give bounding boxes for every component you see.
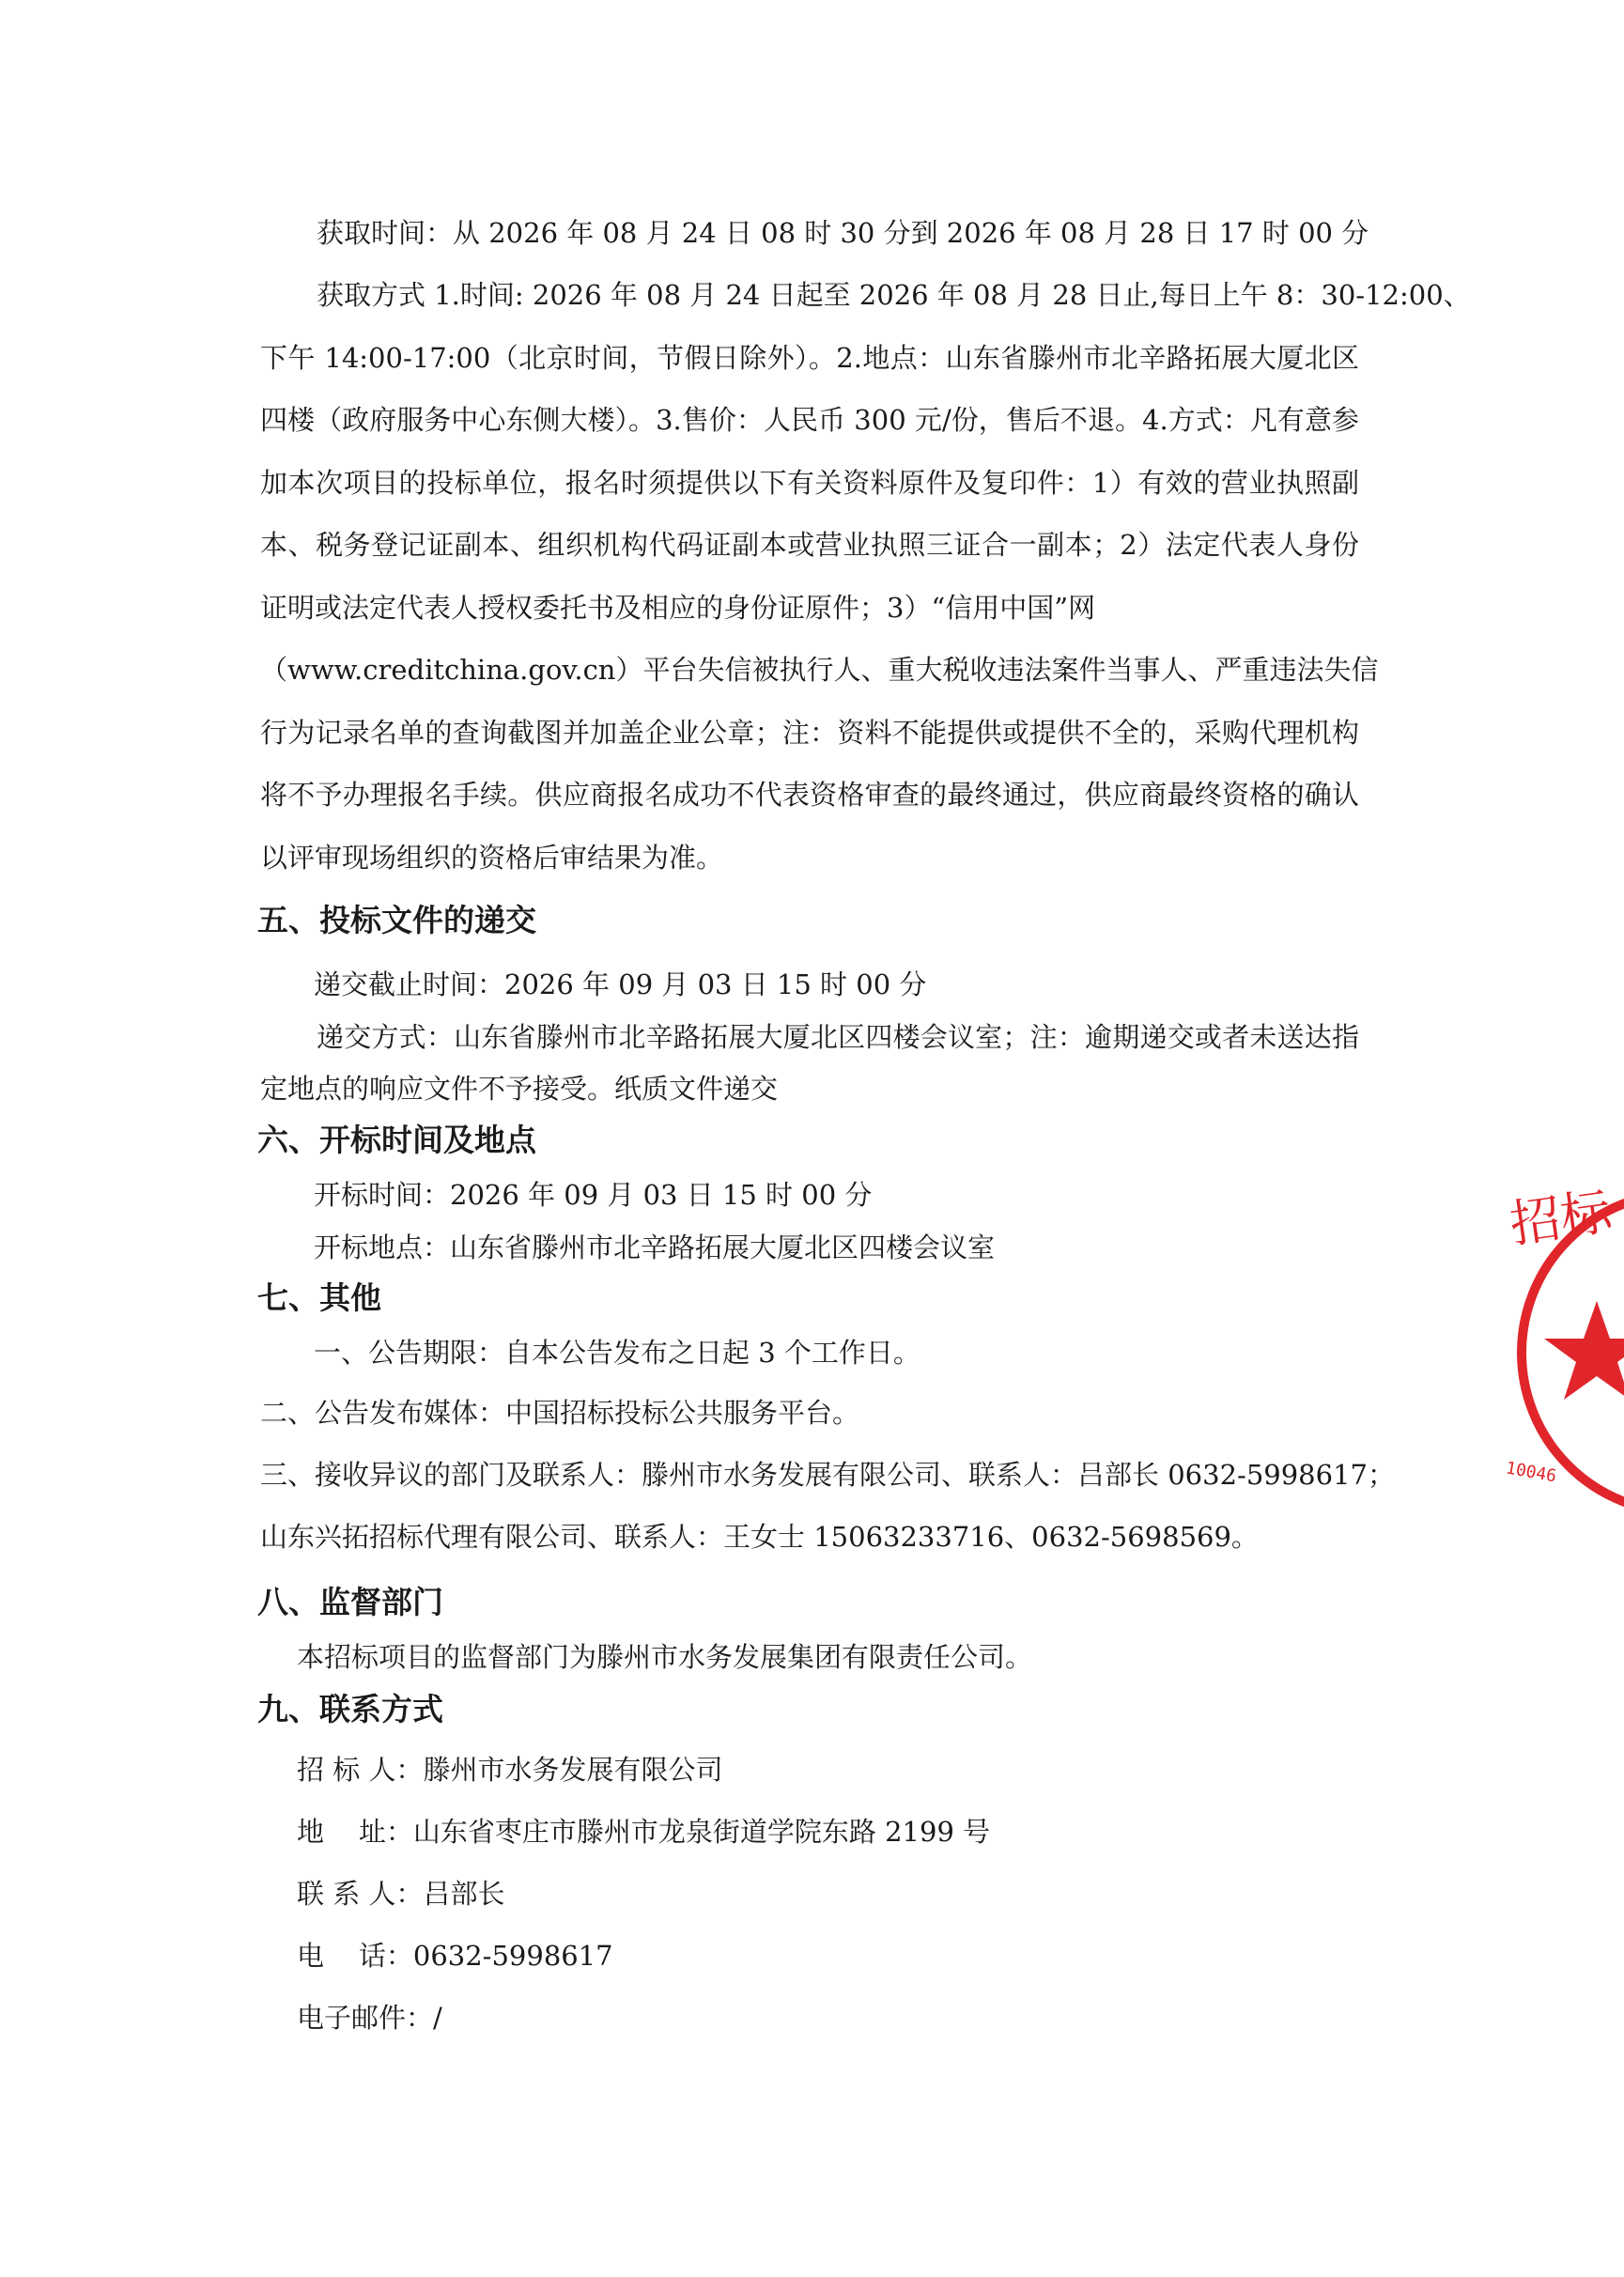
opening-time: 开标时间：2026 年 09 月 03 日 15 时 00 分 <box>314 1179 873 1211</box>
obtain-method-line: 获取方式 1.时间: 2026 年 08 月 24 日起至 2026 年 08 月 28 日止,每日上午 8：30-12:00、 <box>317 279 1471 311</box>
contact-value: / <box>433 2002 442 2034</box>
contact-value: 滕州市水务发展有限公司 <box>423 1754 723 1786</box>
section8-heading: 八、监督部门 <box>257 1584 443 1620</box>
contact-label: 电子邮件： <box>297 2002 434 2034</box>
obtain-method-line: 以评审现场组织的资格后审结果为准。 <box>260 841 724 874</box>
obtain-method-line: 四楼（政府服务中心东侧大楼）。3.售价：人民币 300 元/份，售后不退。4.方式：凡有意参 <box>260 404 1359 436</box>
contact-label: 招 标 人： <box>297 1754 424 1786</box>
supervision-text: 本招标项目的监督部门为滕州市水务发展集团有限责任公司。 <box>297 1641 1033 1673</box>
section5-heading: 五、投标文件的递交 <box>257 902 536 938</box>
contact-label: 地 址： <box>297 1816 413 1848</box>
contact-value: 山东省枣庄市滕州市龙泉街道学院东路 2199 号 <box>412 1816 991 1848</box>
submission-method-line: 定地点的响应文件不予接受。纸质文件递交 <box>260 1073 779 1105</box>
contact-label: 联 系 人： <box>297 1878 424 1910</box>
contact-row <box>297 1999 442 2037</box>
section7-heading: 七、其他 <box>257 1279 381 1316</box>
seal-serial: 10046 <box>1504 1458 1558 1487</box>
seal-text: 招标 <box>1506 1182 1616 1255</box>
obtain-method <box>260 276 1471 901</box>
other-item-3: 三、接收异议的部门及联系人：滕州市水务发展有限公司、联系人：吕部长 0632-5998617； <box>260 1459 1395 1491</box>
section6-heading: 六、开标时间及地点 <box>257 1122 536 1158</box>
contact-row <box>297 1813 990 1851</box>
contact-value: 吕部长 <box>423 1878 505 1910</box>
contact-row <box>297 1751 722 1789</box>
company-seal <box>1493 1179 1624 1526</box>
submission-deadline: 递交截止时间：2026 年 09 月 03 日 15 时 00 分 <box>314 968 927 1000</box>
obtain-method-line: （www.creditchina.gov.cn）平台失信被执行人、重大税收违法案件当事人、严重违法失信 <box>260 654 1379 686</box>
other-item-3-cont: 山东兴拓招标代理有限公司、联系人：王女士 15063233716、0632-5698569。 <box>260 1521 1259 1553</box>
obtain-method-line: 证明或法定代表人授权委托书及相应的身份证原件；3）“信用中国”网 <box>260 591 1096 624</box>
other-item-1: 一、公告期限：自本公告发布之日起 3 个工作日。 <box>314 1337 920 1369</box>
opening-place: 开标地点：山东省滕州市北辛路拓展大厦北区四楼会议室 <box>314 1231 996 1263</box>
other-item-2: 二、公告发布媒体：中国招标投标公共服务平台。 <box>260 1397 860 1429</box>
obtain-method-line: 行为记录名单的查询截图并加盖企业公章；注：资料不能提供或提供不全的，采购代理机构 <box>260 716 1359 749</box>
submission-method-line: 递交方式：山东省滕州市北辛路拓展大厦北区四楼会议室；注：逾期递交或者未送达指 <box>317 1021 1359 1053</box>
obtain-method-line: 本、税务登记证副本、组织机构代码证副本或营业执照三证合一副本；2）法定代表人身份 <box>260 529 1359 561</box>
obtain-method-line: 将不予办理报名手续。供应商报名成功不代表资格审查的最终通过，供应商最终资格的确认 <box>260 779 1359 811</box>
obtain-time: 获取时间：从 2026 年 08 月 24 日 08 时 30 分到 2026 年 08 月 28 日 17 时 00 分 <box>317 217 1369 249</box>
contact-value: 0632-5998617 <box>412 1940 613 1972</box>
obtain-method-line: 加本次项目的投标单位，报名时须提供以下有关资料原件及复印件：1）有效的营业执照副 <box>260 466 1359 499</box>
obtain-method-line: 下午 14:00-17:00（北京时间，节假日除外）。2.地点：山东省滕州市北辛路拓展大厦北区 <box>260 341 1359 374</box>
contact-row <box>297 1937 613 1975</box>
contact-row <box>297 1875 504 1913</box>
contact-label: 电 话： <box>297 1940 413 1972</box>
submission-method <box>260 1018 1359 1133</box>
section9-heading: 九、联系方式 <box>257 1691 443 1727</box>
seal-star-icon <box>1544 1301 1624 1400</box>
